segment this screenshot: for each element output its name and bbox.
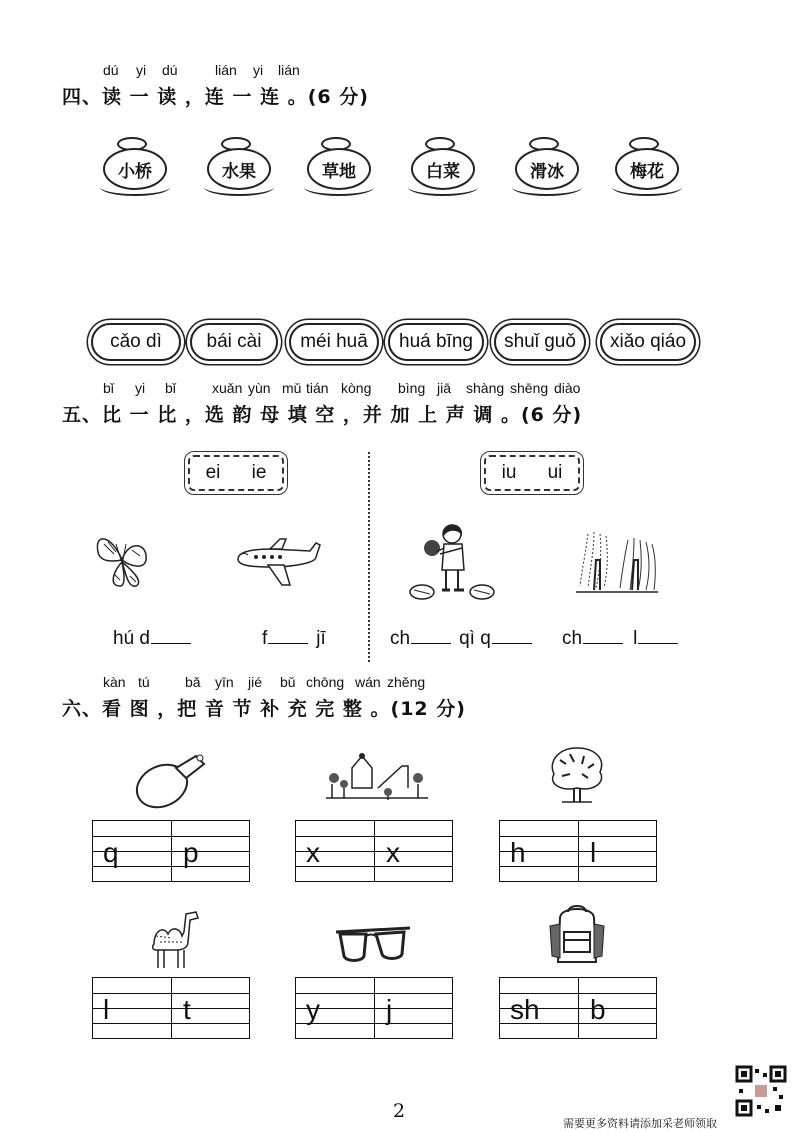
pinyin-bi1: bǐ	[103, 380, 114, 396]
pinyin-lian2: lián	[278, 62, 300, 78]
playground-icon	[322, 748, 432, 806]
fill-left-2	[262, 628, 326, 650]
fill-text: hú d	[113, 628, 150, 649]
grid-letter: j	[386, 994, 393, 1025]
pinyin-ba: bǎ	[185, 674, 201, 690]
word-huabing[interactable]: 滑冰	[515, 148, 579, 190]
pinyin-grid-shb	[499, 977, 657, 1039]
word-caodi[interactable]: 草地	[307, 148, 371, 190]
qr-code-icon[interactable]	[735, 1065, 787, 1117]
blank[interactable]	[151, 642, 191, 644]
glasses-icon	[332, 924, 414, 968]
backpack-icon	[546, 902, 608, 968]
tree-icon	[542, 740, 612, 806]
ping-pong-paddle-icon	[132, 752, 212, 812]
vowel-ie: ie	[251, 462, 267, 483]
vowel-box-right	[484, 455, 580, 491]
grid-letter: t	[183, 994, 191, 1025]
fill-text: l	[633, 628, 638, 649]
grid-letter: l	[590, 837, 597, 868]
pinyin-yin: yīn	[215, 674, 234, 690]
divider-line	[368, 452, 370, 662]
pinyin-grid-yj	[295, 977, 453, 1039]
pinyin-chong: chōng	[306, 674, 345, 690]
grid-letter: y	[306, 994, 320, 1025]
pinyin-diao: diào	[554, 380, 581, 396]
pinyin-option-caodi[interactable]: cǎo dì	[91, 323, 181, 361]
grid-letter: sh	[510, 994, 540, 1025]
pinyin-grid-hl	[499, 820, 657, 882]
blank[interactable]	[638, 642, 678, 644]
pinyin-tu: tú	[138, 674, 150, 690]
pinyin-lian1: lián	[215, 62, 237, 78]
pinyin-bi2: bǐ	[165, 380, 176, 396]
fill-left-1	[113, 628, 191, 650]
fill-text: qì q	[459, 628, 491, 649]
vowel-iu: iu	[501, 462, 517, 483]
section4-title: 四、读 一 读 ，连 一 连 。(6 分)	[62, 86, 369, 108]
grid-letter: q	[103, 837, 119, 868]
pinyin-yi: yi	[135, 380, 146, 396]
airplane-icon	[232, 535, 322, 591]
grid-letter: l	[103, 994, 110, 1025]
pinyin-yi2: yi	[253, 62, 264, 78]
vowel-ui: ui	[547, 462, 563, 483]
pinyin-option-meihua[interactable]: méi huā	[289, 323, 379, 361]
willow-tree-icon	[576, 530, 658, 594]
pinyin-option-baicai[interactable]: bái cài	[190, 323, 278, 361]
blank[interactable]	[268, 642, 308, 644]
pinyin-grid-xx	[295, 820, 453, 882]
word-meihua[interactable]: 梅花	[615, 148, 679, 190]
pinyin-sheng: shēng	[510, 380, 549, 396]
blank[interactable]	[492, 642, 532, 644]
word-xiaoqiao[interactable]: 小桥	[103, 148, 167, 190]
grid-letter: b	[590, 994, 606, 1025]
page-number: 2	[393, 1100, 406, 1122]
pinyin-tian: tián	[306, 380, 329, 396]
pinyin-option-huabing[interactable]: huá bīng	[388, 323, 484, 361]
pinyin-du1: dú	[103, 62, 119, 78]
pinyin-wan: wán	[355, 674, 381, 690]
grid-letter: x	[386, 837, 400, 868]
grid-letter: p	[183, 837, 199, 868]
pinyin-grid-qp	[92, 820, 250, 882]
camel-icon	[142, 904, 202, 970]
pinyin-jia: jiā	[437, 380, 452, 396]
pinyin-bu: bǔ	[280, 674, 296, 690]
word-shuiguo[interactable]: 水果	[207, 148, 271, 190]
vowel-box-left	[188, 455, 284, 491]
girl-ball-icon	[408, 520, 498, 604]
grid-letter: h	[510, 837, 526, 868]
fill-text: jī	[316, 628, 326, 649]
butterfly-icon	[92, 530, 152, 592]
footer-text: 需要更多资料请添加采老师领取	[563, 1117, 717, 1130]
pinyin-yi1: yi	[136, 62, 147, 78]
fill-text: ch	[390, 628, 411, 649]
section5-title: 五、比 一 比 ，选 韵 母 填 空 ，并 加 上 声 调 。(6 分)	[62, 404, 583, 426]
pinyin-option-shuiguo[interactable]: shuǐ guǒ	[494, 323, 586, 361]
pinyin-kong: kòng	[341, 380, 372, 396]
word-baicai[interactable]: 白菜	[411, 148, 475, 190]
fill-text: f	[262, 628, 268, 649]
pinyin-shang: shàng	[466, 380, 505, 396]
blank[interactable]	[411, 642, 451, 644]
blank[interactable]	[583, 642, 623, 644]
pinyin-bing: bìng	[398, 380, 426, 396]
grid-letter: x	[306, 837, 320, 868]
fill-right-1	[390, 628, 532, 650]
pinyin-grid-lt	[92, 977, 250, 1039]
pinyin-du2: dú	[162, 62, 178, 78]
fill-text: ch	[562, 628, 583, 649]
fill-right-2	[562, 628, 678, 650]
pinyin-jie: jié	[248, 674, 263, 690]
section6-title: 六、看 图 ，把 音 节 补 充 完 整 。(12 分)	[62, 698, 466, 720]
pinyin-xuan: xuǎn	[212, 380, 243, 396]
pinyin-mu: mǔ	[282, 380, 302, 396]
pinyin-zheng: zhěng	[387, 674, 426, 690]
pinyin-option-xiaoqiao[interactable]: xiǎo qiáo	[600, 323, 696, 361]
pinyin-yun: yùn	[248, 380, 271, 396]
vowel-ei: ei	[205, 462, 221, 483]
pinyin-kan: kàn	[103, 674, 126, 690]
